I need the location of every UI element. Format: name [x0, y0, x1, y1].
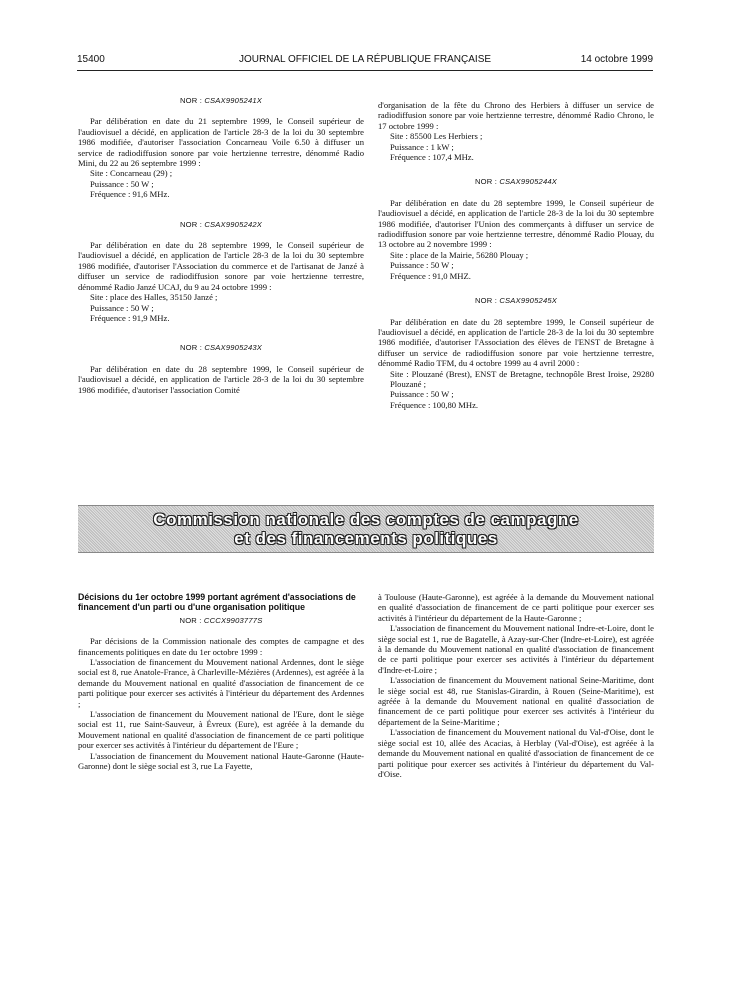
- decision-paragraph: Par délibération en date du 28 septembre 1999, le Conseil supérieur de l'audiovisuel a décidé, en application de l'article 28-3 de la loi du 30 septembre 1986 modifiée, d'autoriser l'Union des commerçants à diffuser un service de radiodiffusion sonore par voie hertzienne terrestre, dénommé Radio Plouay, du 13 octobre au 2 novembre 1999 :: [378, 197, 654, 250]
- nor-reference: NOR : CSAX9905244X: [474, 177, 558, 187]
- nor-reference: NOR : CSAX9905245X: [474, 296, 558, 306]
- lower-right-column: [378, 592, 654, 779]
- nor-reference: NOR : CSAX9905242X: [179, 219, 263, 229]
- association-paragraph: L'association de financement du Mouvement national Ardennes, dont le siège social est 8, rue Anatole-France, à Charleville-Mézières (Ardennes), est agréée à la demande du Mouvement national en qualité d'association de financement de ce parti politique pour exercer ses activités à l'intérieur du département des Ardennes ;: [78, 657, 364, 709]
- association-paragraph: L'association de financement du Mouvement national Seine-Maritime, dont le siège social est 48, rue Stanislas-Girardin, à Rouen (Seine-Maritime), est agréée à la demande du Mouvement national en qualité d'association de financement de ce parti politique pour exercer ses activités à l'intérieur du département de la Seine-Maritime ;: [378, 675, 654, 727]
- site-line: Site : Plouzané (Brest), ENST de Bretagne, technopôle Brest Iroise, 29280 Plouzané ;: [390, 368, 654, 389]
- site-line: Site : 85500 Les Herbiers ;: [390, 131, 483, 142]
- section-banner: [78, 505, 654, 553]
- association-paragraph: L'association de financement du Mouvement national Haute-Garonne (Haute-Garonne) dont le siège social est 3, rue La Fayette,: [78, 750, 364, 772]
- power-line: Puissance : 50 W ;: [390, 260, 454, 271]
- page-header: [77, 54, 653, 68]
- frequency-line: Fréquence : 91,9 MHz.: [90, 312, 170, 323]
- banner-title-line2: et des financements politiques: [234, 529, 498, 548]
- frequency-line: Fréquence : 91,0 MHZ.: [390, 270, 471, 281]
- lower-left-column: [78, 592, 364, 772]
- frequency-line: Fréquence : 100,80 MHz.: [390, 399, 479, 410]
- association-paragraph: L'association de financement du Mouvement national de l'Eure, dont le siège social est 11, rue Saint-Sauveur, à Évreux (Eure), est agréée à la demande du Mouvement national en qualité d'association de financement de ce parti politique pour exercer ses activités à l'intérieur du département de l'Eure ;: [78, 709, 364, 751]
- upper-left-column: [78, 92, 364, 395]
- page-number: 15400: [77, 54, 105, 65]
- site-line: Site : Concarneau (29) ;: [90, 168, 173, 179]
- intro-paragraph: Par décisions de la Commission nationale des comptes de campagne et des financements politiques en date du 1er octobre 1999 :: [78, 636, 364, 657]
- decision-paragraph: Par délibération en date du 28 septembre 1999, le Conseil supérieur de l'audiovisuel a décidé, en application de l'article 28-3 de la loi du 30 septembre 1986 modifiée, d'autoriser l'Association des élèves de l'ENST de Bretagne à diffuser un service de radiodiffusion sonore par voie hertzienne terrestre, dénommé Radio TFM, du 4 octobre 1999 au 4 avril 2000 :: [378, 316, 654, 369]
- site-line: Site : place des Halles, 35150 Janzé ;: [90, 292, 218, 303]
- power-line: Puissance : 1 kW ;: [390, 141, 454, 152]
- nor-reference: NOR : CCCX9903777S: [179, 615, 263, 625]
- decision-continuation: d'organisation de la fête du Chrono des Herbiers à diffuser un service de radiodiffusion sonore par voie hertzienne terrestre, dénommé Radio Chrono, le 17 octobre 1999 :: [378, 100, 654, 131]
- power-line: Puissance : 50 W ;: [90, 302, 154, 313]
- frequency-line: Fréquence : 91,6 MHz.: [90, 189, 170, 200]
- site-line: Site : place de la Mairie, 56280 Plouay ;: [390, 249, 529, 260]
- power-line: Puissance : 50 W ;: [90, 178, 154, 189]
- association-paragraph: L'association de financement du Mouvement national du Val-d'Oise, dont le siège social est 10, allée des Acacias, à Herblay (Val-d'Oise), est agréée à la demande du Mouvement national en qualité d'association de financement de ce parti politique pour exercer ses activités à l'intérieur du département du Val-d'Oise.: [378, 727, 654, 779]
- association-continuation: à Toulouse (Haute-Garonne), est agréée à la demande du Mouvement national en qualité d'association de financement de ce parti politique pour exercer ses activités à l'intérieur du département de la Haute-Garonne ;: [378, 592, 654, 623]
- issue-date: 14 octobre 1999: [580, 54, 653, 65]
- power-line: Puissance : 50 W ;: [390, 389, 454, 400]
- upper-right-column: [378, 100, 654, 410]
- nor-reference: NOR : CSAX9905243X: [179, 343, 263, 353]
- frequency-line: Fréquence : 107,4 MHz.: [390, 152, 474, 163]
- decision-paragraph: Par délibération en date du 28 septembre 1999, le Conseil supérieur de l'audiovisuel a décidé, en application de l'article 28-3 de la loi du 30 septembre 1986 modifiée, d'autoriser l'Association du commerce et de l'artisanat de Janzé à diffuser un service de radiodiffusion sonore par voie hertzienne terrestre, dénommé Radio Janzé UCAJ, du 9 au 24 octobre 1999 :: [78, 240, 364, 292]
- association-paragraph: L'association de financement du Mouvement national Indre-et-Loire, dont le siège social est 1, rue de Bagatelle, à Azay-sur-Cher (Indre-et-Loire), est agréée à la demande du Mouvement national en qualité d'association de financement de ce parti politique pour exercer ses activités à l'intérieur du département d'Indre-et-Loire ;: [378, 623, 654, 675]
- journal-title: JOURNAL OFFICIEL DE LA RÉPUBLIQUE FRANÇAISE: [238, 54, 492, 65]
- header-rule: [77, 70, 653, 71]
- banner-title-line1: Commission nationale des comptes de campagne: [153, 510, 579, 529]
- decision-title: Décisions du 1er octobre 1999 portant agrément d'associations de financement d'un parti ou d'une organisation politique: [78, 592, 356, 613]
- decision-paragraph: Par délibération en date du 28 septembre 1999, le Conseil supérieur de l'audiovisuel a décidé, en application de l'article 28-3 de la loi du 30 septembre 1986 modifiée, d'autoriser l'association Comité: [78, 363, 364, 395]
- decision-paragraph: Par délibération en date du 21 septembre 1999, le Conseil supérieur de l'audiovisuel a décidé, en application de l'article 28-3 de la loi du 30 septembre 1986 modifiée, d'autoriser l'association Concarneau Voile 6.50 à diffuser un service de radiodiffusion sonore par voie hertzienne terrestre, dénommé Radio Mini, du 22 au 26 septembre 1999 :: [78, 116, 364, 169]
- nor-reference: NOR : CSAX9905241X: [179, 96, 263, 105]
